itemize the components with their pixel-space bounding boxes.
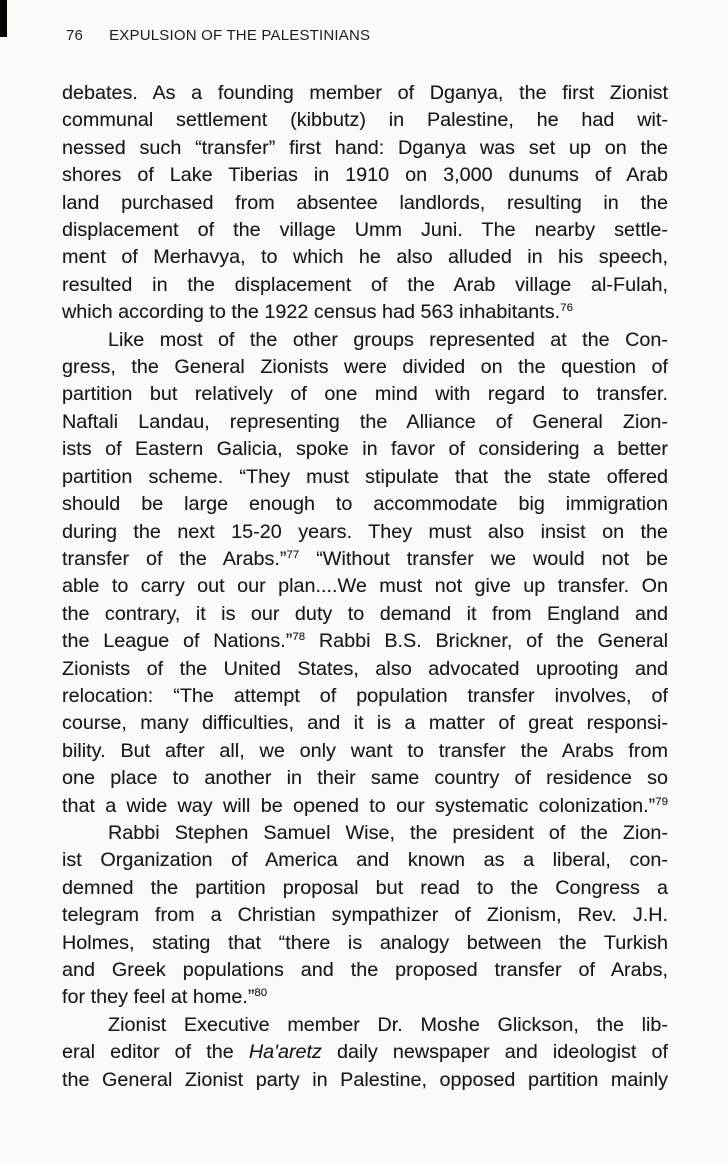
footnote-reference: 78 bbox=[292, 631, 306, 644]
text-line: shores of Lake Tiberias in 1910 on 3,000 dunums of Arab bbox=[62, 164, 668, 187]
text-line: partition scheme. “They must stipulate that the state offered bbox=[62, 465, 668, 488]
text-line: land purchased from absentee landlords, resulting in the bbox=[62, 191, 668, 214]
text-line: bility. But after all, we only want to transfer the Arabs from bbox=[62, 739, 668, 762]
text-line: the contrary, it is our duty to demand it from England and bbox=[62, 602, 668, 625]
footnote-reference: 77 bbox=[286, 548, 300, 561]
text-line: one place to another in their same country of residence so bbox=[62, 767, 668, 790]
text-line: that a wide way will be opened to our systematic colonization.”$^{79}$ bbox=[62, 794, 668, 817]
text-line: should be large enough to accommodate big immigration bbox=[62, 493, 668, 516]
text-line: Holmes, stating that “there is analogy between the Turkish bbox=[62, 931, 668, 954]
page-header bbox=[66, 27, 370, 44]
text-line: resulted in the displacement of the Arab village al-Fulah, bbox=[62, 273, 668, 296]
page-body bbox=[62, 80, 668, 1094]
text-line: course, many difficulties, and it is a matter of great responsi- bbox=[62, 712, 668, 735]
text-line: Zionists of the United States, also advocated uprooting and bbox=[62, 657, 668, 680]
text-line: partition but relatively of one mind with regard to transfer. bbox=[62, 383, 668, 406]
paragraph bbox=[62, 1012, 668, 1094]
footnote-reference: 79 bbox=[655, 795, 668, 808]
text-line: demned the partition proposal but read to the Congress a bbox=[62, 876, 668, 899]
text-line: gress, the General Zionists were divided on the question of bbox=[62, 356, 668, 379]
text-line: able to carry out our plan....We must not give up transfer. On bbox=[62, 575, 668, 598]
text-line: Like most of the other groups represented at the Con- bbox=[108, 328, 668, 351]
text-line: for they feel at home.”$^{80}$ bbox=[62, 986, 268, 1009]
text-line: displacement of the village Umm Juni. The nearby settle- bbox=[62, 219, 668, 242]
text-line: ist Organization of America and known as a liberal, con- bbox=[62, 849, 668, 872]
scan-edge-artifact bbox=[0, 0, 7, 37]
text-line: ists of Eastern Galicia, spoke in favor of considering a better bbox=[62, 438, 668, 461]
text-line: nessed such “transfer” first hand: Dganya was set up on the bbox=[62, 136, 668, 159]
page-number: 76 bbox=[66, 27, 84, 44]
text-line: transfer of the Arabs.”$^{77}$ “Without transfer we would not be bbox=[62, 547, 668, 570]
text-line: ment of Merhavya, to which he also alluded in his speech, bbox=[62, 246, 668, 269]
text-line: the League of Nations.”$^{78}$ Rabbi B.S. Brickner, of the General bbox=[62, 630, 668, 653]
text-line: and Greek populations and the proposed transfer of Arabs, bbox=[62, 959, 668, 981]
text-line: debates. As a founding member of Dganya, the first Zionist bbox=[62, 82, 668, 104]
footnote-reference: 76 bbox=[560, 302, 573, 315]
text-line: communal settlement (kibbutz) in Palestine, he had wit- bbox=[62, 109, 668, 132]
running-title: EXPULSION OF THE PALESTINIANS bbox=[109, 27, 371, 44]
paragraph bbox=[62, 327, 668, 820]
text-line: Rabbi Stephen Samuel Wise, the president of the Zion- bbox=[108, 821, 668, 844]
text-line: the General Zionist party in Palestine, opposed partition mainly bbox=[62, 1068, 668, 1091]
text-line: Zionist Executive member Dr. Moshe Glickson, the lib- bbox=[108, 1013, 668, 1036]
text-line: during the next 15-20 years. They must also insist on the bbox=[62, 520, 668, 543]
text-line: Naftali Landau, representing the Alliance of General Zion- bbox=[62, 410, 668, 433]
text-line: telegram from a Christian sympathizer of Zionism, Rev. J.H. bbox=[62, 904, 668, 927]
paragraph bbox=[62, 820, 668, 1012]
paragraph bbox=[62, 80, 668, 327]
text-line: eral editor of the Ha'aretz daily newspaper and ideologist of bbox=[62, 1041, 668, 1064]
footnote-reference: 80 bbox=[254, 987, 268, 1000]
text-line: relocation: “The attempt of population transfer involves, of bbox=[62, 684, 668, 707]
text-line: which according to the 1922 census had 563 inhabitants.$^{76}$ bbox=[62, 301, 573, 324]
